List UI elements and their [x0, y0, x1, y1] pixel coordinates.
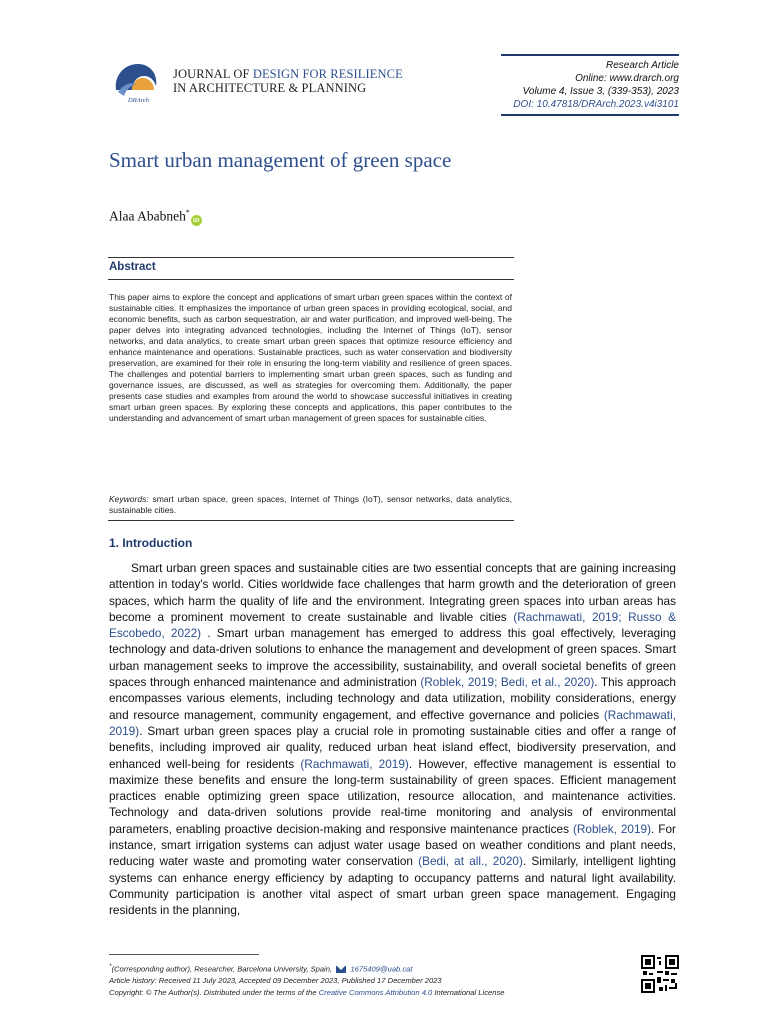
- article-meta: [501, 54, 679, 116]
- citation-link[interactable]: (Rachmawati, 2019; Russo & Escobedo, 2022): [109, 609, 676, 641]
- article-footer: [109, 961, 629, 999]
- volume-info: Volume 4, Issue 3, (339-353), 2023: [522, 86, 679, 97]
- citation-link[interactable]: (Rachmawati, 2019): [300, 756, 409, 771]
- abstract-heading: Abstract: [109, 261, 156, 273]
- citation-link[interactable]: (Roblek, 2019; Bedi, et al., 2020): [420, 675, 595, 690]
- keywords-list: smart urban space, green spaces, Internet of Things (IoT), sensor networks, data analytics, sustainable cities.: [109, 494, 512, 515]
- intro-text: . This approach encompasses various elements, including technology and data utilization, mobility considerations, energy and resource management, community engagement, and effective governance and policies: [109, 675, 676, 722]
- journal-logo: [110, 60, 162, 106]
- intro-text: . Smart urban green spaces play a crucial role in promoting sustainable cities and offer a range of benefits, including improved air quality, reduced urban heat island effect, biodiversity preservation, and enhanced well-being for residents: [109, 723, 676, 771]
- journal-name: [173, 67, 403, 95]
- intro-text: . Similarly, intelligent lighting systems can enhance energy efficiency by adapting to occupancy patterns and natural light availability. Community participation is another vital aspect of smart urban green space management. Engaging residents in the planning,: [109, 854, 676, 918]
- intro-text: Smart urban green spaces and sustainable cities are two essential concepts that are gaining increasing attention in today's world. Cities worldwide face challenges that harm growth and the deterioration of green spaces, which harm the quality of life and the environment. Integrating green spaces into urban areas has become a prominent movement to create sustainable and livable cities: [109, 561, 676, 624]
- intro-text: . However, effective management is essential to maximize these benefits and ensure the long-term sustainability of green spaces. Efficient management practices enable optimizing green space utilization, resource allocation, and maintenance activities. Technology and data-driven solutions provide real-time monitoring and analysis of environmental parameters, enabling proactive decision-making and responsive maintenance practices: [109, 756, 676, 836]
- email-link[interactable]: 1675409@uab.cat: [350, 964, 413, 974]
- keywords: [109, 494, 512, 516]
- corresponding-author-line: [109, 961, 629, 975]
- article-title: Smart urban management of green space: [109, 148, 452, 172]
- doi-link[interactable]: DOI: 10.47818/DRArch.2023.v4i3101: [513, 99, 679, 110]
- journal-name-part1: JOURNAL OF: [173, 67, 253, 81]
- citation-link[interactable]: (Bedi, at all., 2020): [418, 854, 523, 869]
- abstract-rule-bottom: [108, 279, 514, 280]
- introduction-paragraph: [109, 560, 676, 919]
- abstract-rule-top: [108, 257, 514, 258]
- qr-code-icon: [641, 955, 679, 993]
- author-name: Alaa Ababneh: [109, 208, 186, 224]
- license-link[interactable]: Creative Commons Attribution 4.0: [318, 988, 433, 998]
- online-url[interactable]: Online: www.drarch.org: [575, 73, 679, 84]
- abstract-rule-end: [108, 520, 514, 521]
- logo-wordmark: DRArch: [128, 97, 150, 104]
- citation-link[interactable]: (Rachmawati, 2019): [109, 707, 676, 738]
- keywords-label: Keywords:: [109, 494, 149, 504]
- section-heading-introduction: 1. Introduction: [109, 536, 193, 550]
- intro-text: . For instance, smart irrigation systems can adjust water usage based on weather conditions and plant needs, reducing water waste and promoting water conservation: [109, 821, 676, 869]
- mail-icon: [336, 966, 346, 973]
- copyright-text: Copyright: © The Author(s). Distributed under the terms of the: [109, 988, 319, 998]
- abstract-text: This paper aims to explore the concept and applications of smart urban green spaces within the context of sustainable cities. It emphasizes the importance of urban green spaces in providing ecological, social, and economic benefits, such as carbon sequestration, air and water purification, and improved well-being. The paper delves into integrating advanced technologies, including the Internet of Things (IoT), sensor networks, and data analytics, to create smart urban green spaces that optimize resource efficiency and enhance maintenance and operations. Sustainable practices, such as water conservation and biodiversity preservation, are examined for their role in ensuring the long-term viability and resilience of green spaces. The challenges and potential barriers to implementing smart urban green spaces, such as funding and governance issues, are discussed, as well as strategies for overcoming them. Additionally, the paper presents case studies and examples from around the world to showcase successful initiatives in creating smart urban green spaces. By exploring these concepts and applications, this paper contributes to the understanding and advancement of smart urban management of green spaces for sustainable cities.: [109, 292, 512, 423]
- orcid-icon[interactable]: iD: [191, 215, 202, 226]
- copyright-line: [109, 987, 629, 999]
- corresponding-author: (Corresponding author), Researcher, Barcelona University, Spain,: [111, 964, 333, 974]
- article-history: Article history: Received 11 July 2023, Accepted 09 December 2023, Published 17 December 2023: [109, 976, 442, 986]
- copyright-text-end: International License: [432, 988, 505, 998]
- author-mark: *: [185, 208, 190, 217]
- article-type: Research Article: [606, 60, 679, 71]
- journal-name-part2: DESIGN FOR RESILIENCE: [252, 67, 403, 81]
- author-line: [109, 208, 202, 226]
- citation-link[interactable]: (Roblek, 2019): [572, 821, 652, 836]
- footnote-mark: *: [109, 963, 112, 970]
- intro-text: . Smart urban management has emerged to address this goal effectively, leveraging technology and data-driven solutions to enhance the management and development of green spaces. Smart urban management seeks to improve the accessibility, sustainability, and overall societal benefits of green spaces through enhanced maintenance and administration: [109, 626, 676, 690]
- journal-name-line2: IN ARCHITECTURE & PLANNING: [173, 81, 367, 95]
- footnote-rule: [109, 954, 259, 955]
